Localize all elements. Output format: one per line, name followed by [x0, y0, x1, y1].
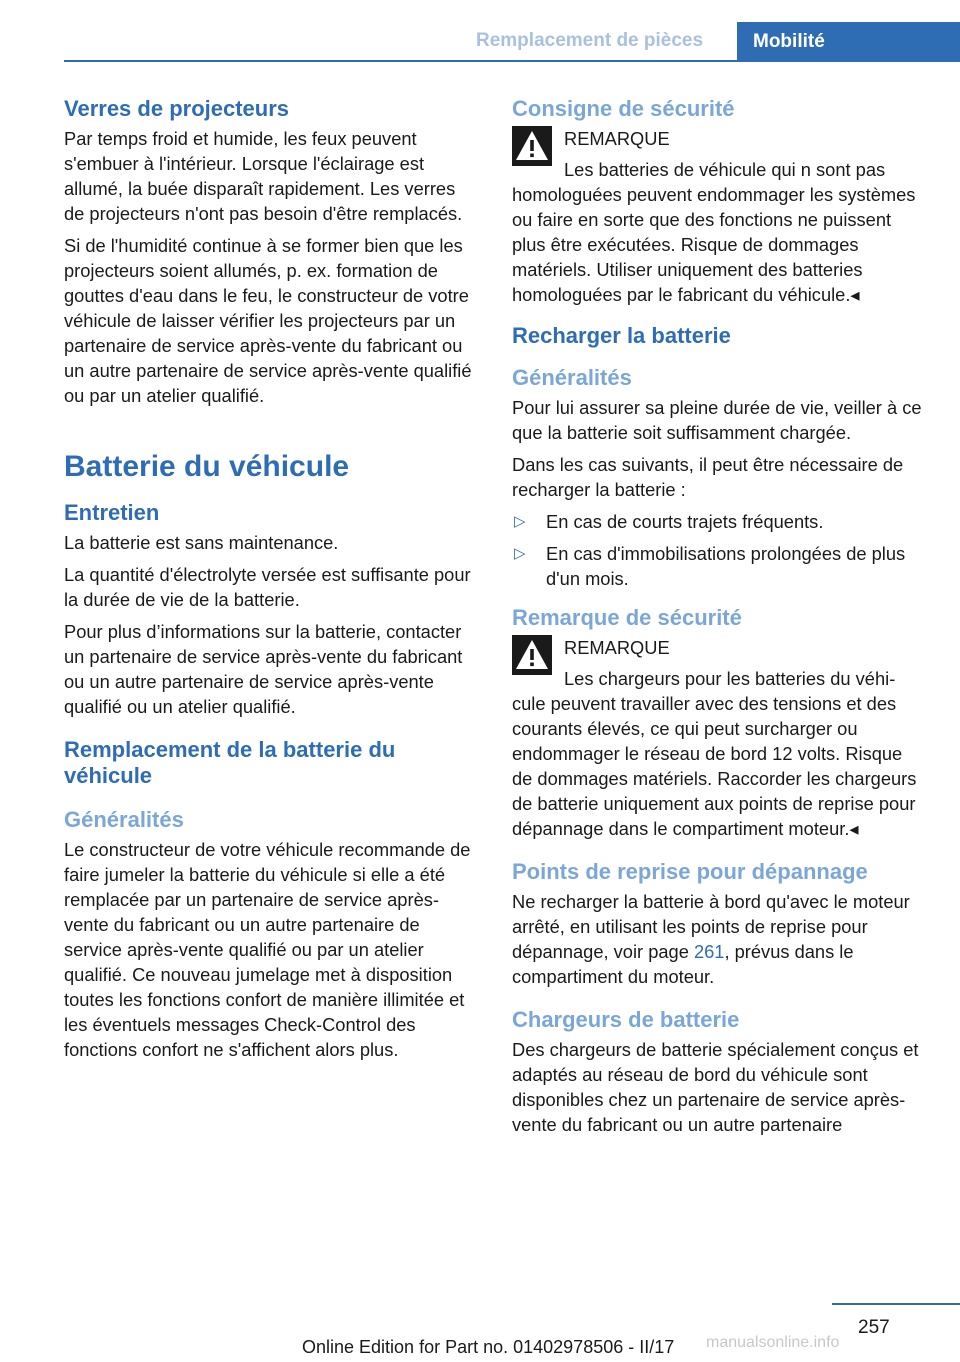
paragraph: Dans les cas suivants, il peut être nécessaire de recharger la batterie : — [512, 454, 904, 500]
header-chapter-tab: Mobilité — [737, 22, 960, 62]
paragraph: Pour lui assurer sa pleine durée de vie, veiller à ce que la batterie soit suffisamment chargée. — [512, 397, 922, 443]
paragraph: Si de l'humidité continue à se former bien que les projecteurs soient allumés, p. ex. formation de gouttes d'eau dans le feu, le constructeur de votre véhicule de laisser vérifier les projecteurs par un partenaire de service après-vente du fabricant ou un autre partenaire de service après-vente qualifié ou par un atelier qualifié. — [64, 235, 472, 406]
warning-label: REMARQUE — [564, 128, 670, 149]
heading-generalites: Généralités — [64, 807, 184, 832]
bullet-list — [512, 509, 926, 591]
paragraph: La quantité d'électrolyte versée est suffisante pour la durée de vie de la batterie. — [64, 564, 471, 610]
warning-block — [512, 126, 926, 307]
paragraph: Le constructeur de votre véhicule recommande de faire jumeler la batterie du véhicule si elle a été remplacée par un partenaire de service après-vente du fabricant ou un autre partenaire de service après-vente qualifié ou par un atelier qualifié. Ce nouveau jumelage met à disposition toutes les fonctions confort de manière illimitée et les éventuels messages Check-Control des fonctions confort ne s'affichent alors plus. — [64, 839, 471, 1060]
footer-edition: Online Edition for Part no. 01402978506 - II/17 — [302, 1337, 675, 1357]
right-column — [512, 96, 926, 1144]
header-section-title: Remplacement de pièces — [476, 30, 704, 51]
heading-recharger: Recharger la batterie — [512, 323, 731, 348]
paragraph: Pour plus d’informations sur la batterie, contacter un partenaire de service après-vente du fabricant ou un autre partenaire de service après-vente qualifié ou un atelier qualifié. — [64, 621, 463, 717]
warning-block — [512, 635, 926, 841]
page-link[interactable]: 261 — [693, 941, 725, 962]
warning-text-rest: homologuées peuvent endommager les systèmes ou faire en sorte que des fonctions ne puissent plus être exécutées. Risque de dommages matériels. Utiliser uniquement des batteries homologuées par le fabricant du véhicule.◂ — [512, 184, 916, 305]
heading-remplacement: Remplacement de la batterie du véhicule — [64, 737, 396, 788]
page-header — [0, 0, 960, 62]
triangle-bullet-icon: ▷ — [514, 545, 526, 562]
warning-text-first-line: Les batteries de véhicule qui n sont pas — [564, 159, 886, 180]
heading-points-reprise: Points de reprise pour dépannage — [512, 859, 868, 884]
left-column — [64, 96, 476, 1069]
watermark: manualsonline.info — [706, 1334, 840, 1351]
header-rule — [64, 60, 737, 62]
warning-text — [512, 666, 926, 841]
triangle-bullet-icon: ▷ — [514, 513, 526, 530]
paragraph: Ne recharger la batterie à bord qu'avec le moteur arrêté, en utilisant les points de reprise pour dépannage, voir page 261, prévus dans le compartiment du moteur. — [512, 891, 910, 987]
heading-remarque: Remarque de sécurité — [512, 605, 742, 630]
paragraph: Par temps froid et humide, les feux peuvent s'embuer à l'intérieur. Lorsque l'éclairage est allumé, la buée disparaît rapidement. Les verres de projecteurs n'ont pas besoin d'être remplacés. — [64, 128, 463, 224]
warning-text-first-line: Les chargeurs pour les batteries du véhi- — [564, 668, 896, 689]
warning-label: REMARQUE — [564, 637, 670, 658]
warning-text-rest: cule peuvent travailler avec des tensions et des courants élevés, ce qui peut surcharger ou endommager le réseau de bord 12 volts. Risque de dommages matériels. Raccorder les chargeurs de batterie uniquement aux points de reprise pour dépannage dans le compartiment moteur.◂ — [512, 693, 917, 839]
heading-batterie: Batterie du véhicule — [64, 450, 350, 483]
page-number: 257 — [858, 1317, 890, 1338]
warning-text — [512, 157, 926, 307]
list-item: ▷ En cas d'immobilisations prolongées de plus d'un mois. — [514, 543, 906, 589]
heading-entretien: Entretien — [64, 500, 160, 525]
warning-triangle-icon — [512, 126, 552, 166]
list-item: ▷ En cas de courts trajets fréquents. — [514, 511, 824, 532]
paragraph: Des chargeurs de batterie spécialement conçus et adaptés au réseau de bord du véhicule sont disponibles chez un partenaire de service après-vente du fabricant ou un autre partenaire — [512, 1039, 919, 1135]
footer-rule — [832, 1303, 960, 1305]
paragraph: La batterie est sans maintenance. — [64, 532, 339, 553]
heading-generalites-2: Généralités — [512, 365, 632, 390]
warning-triangle-icon — [512, 635, 552, 675]
heading-verres: Verres de projecteurs — [64, 96, 290, 121]
heading-chargeurs: Chargeurs de batterie — [512, 1007, 740, 1032]
heading-consigne: Consigne de sécurité — [512, 96, 735, 121]
